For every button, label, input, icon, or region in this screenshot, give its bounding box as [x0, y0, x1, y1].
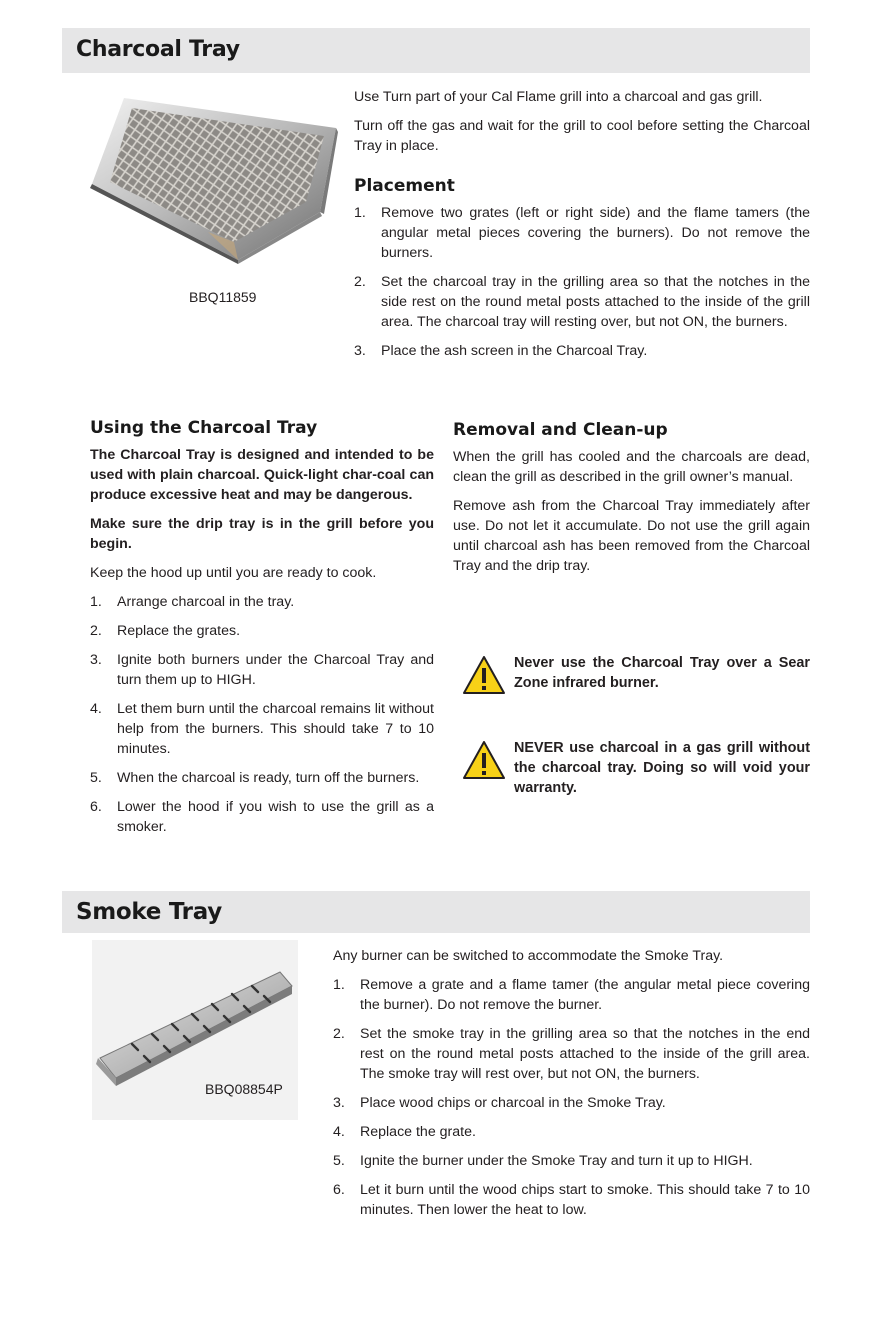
removal-heading: Removal and Clean-up	[453, 420, 668, 440]
warning-text-1: Never use the Charcoal Tray over a Sear Zone infrared burner.	[514, 655, 810, 691]
placement-steps	[354, 203, 810, 361]
list-item: 3. Place the ash screen in the Charcoal Tray.	[354, 343, 648, 359]
list-item: 2. Set the charcoal tray in the grilling area so that the notches in the side rest on the round metal posts attached to the inside of the grill area. The charcoal tray will resting over, but not ON, the burners.	[354, 274, 810, 330]
smoke-image-caption: BBQ08854P	[205, 1081, 283, 1097]
list-item: 5. Ignite the burner under the Smoke Tray and turn it up to HIGH.	[333, 1153, 753, 1169]
warning-box-1	[462, 653, 810, 693]
list-item: 2. Replace the grates.	[90, 623, 241, 639]
smoke-intro: Any burner can be switched to accommodate the Smoke Tray.	[333, 948, 724, 964]
list-item: 5. When the charcoal is ready, turn off the burners.	[90, 770, 420, 786]
list-item: 4. Replace the grate.	[333, 1124, 476, 1140]
removal-para-2: Remove ash from the Charcoal Tray immediately after use. Do not let it accumulate. Do not use the grill again until charcoal ash has been removed from the Charcoal Tray and the drip tray.	[453, 498, 810, 574]
list-item: 1. Remove two grates (left or right side) and the flame tamers (the angular metal pieces covering the burners). Do not remove the burners.	[354, 205, 810, 261]
list-item: 6. Let it burn until the wood chips start to smoke. This should take 7 to 10 minutes. Then lower the heat to low.	[333, 1182, 810, 1218]
section-title: Smoke Tray	[76, 899, 222, 925]
warning-text-2: NEVER use charcoal in a gas grill without the charcoal tray. Doing so will void your warranty.	[514, 740, 810, 796]
smoke-section-header	[62, 891, 810, 933]
list-item: 6. Lower the hood if you wish to use the grill as a smoker.	[90, 799, 434, 835]
warning-triangle-icon	[462, 655, 506, 695]
warning-triangle-icon	[462, 740, 506, 780]
list-item: 3. Ignite both burners under the Charcoal Tray and turn them up to HIGH.	[90, 652, 434, 688]
list-item: 2. Set the smoke tray in the grilling area so that the notches in the end rest on the round metal posts attached to the inside of the grill area. The smoke tray will rest over, but not ON, the burners.	[333, 1026, 810, 1082]
using-column	[90, 416, 434, 846]
hood-note: Keep the hood up until you are ready to cook.	[90, 565, 377, 581]
removal-column	[453, 418, 810, 585]
charcoal-image-caption: BBQ11859	[189, 289, 257, 305]
smoke-column	[333, 946, 810, 1229]
using-warning-text: The Charcoal Tray is designed and intended to be used with plain charcoal. Quick-light char-coal can produce excessive heat and may be dangerous.	[90, 447, 434, 503]
list-item: 3. Place wood chips or charcoal in the Smoke Tray.	[333, 1095, 666, 1111]
charcoal-intro2: Turn off the gas and wait for the grill to cool before setting the Charcoal Tray in place.	[354, 118, 810, 154]
charcoal-intro: Use Turn part of your Cal Flame grill into a charcoal and gas grill.	[354, 89, 763, 105]
warning-box-2	[462, 738, 810, 798]
list-item: 4. Let them burn until the charcoal remains lit without help from the burners. This should take 7 to 10 minutes.	[90, 701, 434, 757]
drip-tray-note: Make sure the drip tray is in the grill before you begin.	[90, 516, 434, 552]
charcoal-intro-column	[354, 87, 810, 370]
list-item: 1. Arrange charcoal in the tray.	[90, 594, 295, 610]
charcoal-tray-image	[88, 92, 340, 264]
using-steps	[90, 592, 434, 837]
smoke-steps	[333, 975, 810, 1220]
placement-heading: Placement	[354, 176, 455, 196]
list-item: 1. Remove a grate and a flame tamer (the angular metal piece covering the burner). Do not remove the burner.	[333, 977, 810, 1013]
removal-para-1: When the grill has cooled and the charcoals are dead, clean the grill as described in the grill owner’s manual.	[453, 449, 810, 485]
charcoal-section-header	[62, 28, 810, 73]
section-title: Charcoal Tray	[76, 37, 240, 62]
using-heading: Using the Charcoal Tray	[90, 418, 318, 438]
